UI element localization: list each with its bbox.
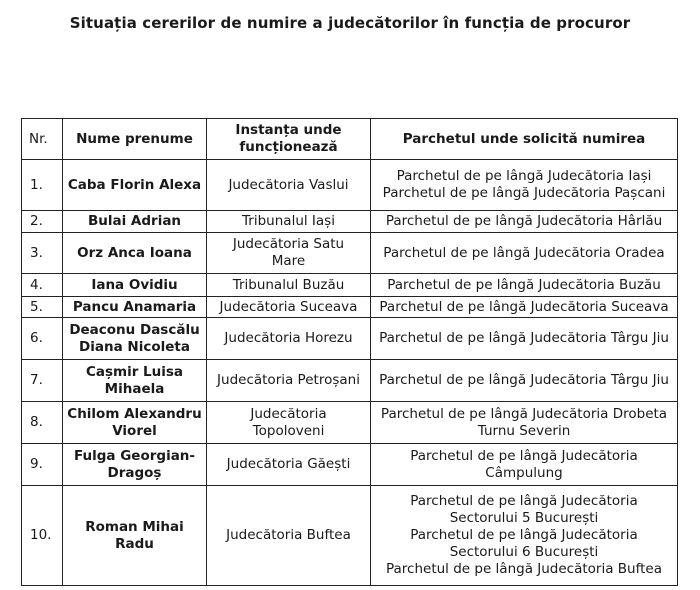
cell-parchet — [371, 297, 678, 318]
parchet-line: Parchetul de pe lângă Judecătoria Drobeta — [380, 405, 668, 422]
cell-court — [207, 486, 371, 586]
cell-nr: 9. — [22, 444, 63, 486]
table-row — [22, 318, 678, 360]
cell-nr: 3. — [22, 233, 63, 274]
cell-parchet — [371, 444, 678, 486]
name-line: Fulga Georgian- — [73, 447, 196, 464]
table-row — [22, 233, 678, 274]
cell-parchet — [371, 360, 678, 402]
table-row — [22, 274, 678, 297]
cell-nr: 10. — [22, 486, 63, 586]
cell-nr: 1. — [22, 160, 63, 211]
court-line: Judecătoria Găești — [226, 456, 351, 472]
table-row — [22, 444, 678, 486]
court-line: Judecătoria — [250, 405, 327, 422]
cell-nr: 6. — [22, 318, 63, 360]
cell-court — [207, 402, 371, 444]
cell-name — [63, 402, 207, 444]
parchet-line: Sectorului 5 București — [449, 510, 599, 526]
court-line: Judecătoria Horezu — [224, 330, 353, 346]
parchet-line: Parchetul de pe lângă Judecătoria Hârlău — [385, 213, 663, 229]
cell-name — [63, 233, 207, 274]
parchet-line: Parchetul de pe lângă Judecătoria Târgu Jiu — [379, 330, 669, 346]
document-title: Situația cererilor de numire a judecătorilor în funcția de procuror — [69, 14, 631, 32]
cell-name — [63, 486, 207, 586]
parchet-line: Câmpulung — [485, 464, 563, 481]
name-line: Cașmir Luisa — [85, 363, 184, 380]
table-row — [22, 211, 678, 233]
table-row — [22, 160, 678, 211]
parchet-line: Parchetul de pe lângă Judecătoria Suceava — [379, 298, 669, 315]
parchet-line: Parchetul de pe lângă Judecătoria Pașcani — [382, 185, 666, 201]
cell-nr: 8. — [22, 402, 63, 444]
parchet-line: Parchetul de pe lângă Judecătoria Buftea — [385, 561, 662, 577]
parchet-line: Parchetul de pe lângă Judecătoria Buzău — [387, 276, 661, 293]
name-line: Iana Ovidiu — [91, 276, 178, 293]
header-court — [207, 119, 371, 160]
parchet-line: Parchetul de pe lângă Judecătoria — [410, 527, 638, 543]
court-line: Judecătoria Satu — [232, 236, 345, 252]
cell-parchet — [371, 211, 678, 233]
cell-court — [207, 360, 371, 402]
cell-parchet — [371, 402, 678, 444]
name-line: Deaconu Dascălu — [69, 321, 200, 338]
cell-name — [63, 160, 207, 211]
cell-court — [207, 274, 371, 297]
court-line: Judecătoria Vaslui — [228, 176, 349, 193]
cell-name — [63, 211, 207, 233]
parchet-line: Parchetul de pe lângă Judecătoria — [410, 447, 638, 464]
court-line: Topoloveni — [252, 422, 325, 439]
cell-name — [63, 297, 207, 318]
cell-nr: 4. — [22, 274, 63, 297]
court-line: Judecătoria Petroșani — [217, 372, 360, 388]
parchet-line: Turnu Severin — [477, 422, 571, 439]
parchet-line: Parchetul de pe lângă Judecătoria Iași — [396, 168, 652, 184]
court-line: Judecătoria Buftea — [226, 527, 351, 543]
name-line: Caba Florin Alexa — [67, 176, 202, 193]
cell-parchet — [371, 160, 678, 211]
table-row — [22, 360, 678, 402]
name-line: Mihaela — [104, 380, 165, 397]
court-line: Tribunalul Iași — [242, 213, 335, 229]
cell-nr: 5. — [22, 297, 63, 318]
parchet-line: Sectorului 6 București — [449, 544, 599, 560]
cell-name — [63, 274, 207, 297]
cell-court — [207, 318, 371, 360]
header-parchet: Parchetul unde solicită numirea — [371, 119, 678, 160]
table-row — [22, 402, 678, 444]
cell-court — [207, 233, 371, 274]
cell-parchet — [371, 233, 678, 274]
cell-court — [207, 444, 371, 486]
name-line: Chilom Alexandru — [67, 405, 202, 422]
name-line: Bulai Adrian — [87, 213, 182, 229]
name-line: Orz Anca Ioana — [77, 244, 192, 261]
cell-parchet — [371, 274, 678, 297]
court-line: Judecătoria Suceava — [219, 298, 358, 315]
name-line: Dragoș — [107, 464, 162, 481]
table-row — [22, 486, 678, 586]
table-row — [22, 297, 678, 318]
cell-name — [63, 444, 207, 486]
header-name: Nume prenume — [63, 119, 207, 160]
parchet-line: Parchetul de pe lângă Judecătoria — [410, 493, 638, 509]
header-nr: Nr. — [22, 119, 63, 160]
name-line: Viorel — [112, 422, 157, 439]
requests-table — [21, 118, 678, 586]
table-header-row — [22, 119, 678, 160]
parchet-line: Parchetul de pe lângă Judecătoria Oradea — [383, 244, 665, 261]
parchet-line: Parchetul de pe lângă Judecătoria Târgu Jiu — [379, 372, 669, 388]
cell-court — [207, 160, 371, 211]
court-line: Tribunalul Buzău — [232, 276, 345, 293]
name-line: Diana Nicoleta — [79, 338, 190, 355]
header-court-line: Instanța unde — [235, 122, 342, 138]
cell-court — [207, 297, 371, 318]
name-line: Roman Mihai — [85, 518, 184, 535]
cell-court — [207, 211, 371, 233]
header-court-line: funcționează — [239, 139, 338, 155]
court-line: Mare — [271, 253, 306, 269]
cell-nr: 7. — [22, 360, 63, 402]
cell-name — [63, 360, 207, 402]
cell-parchet — [371, 486, 678, 586]
cell-name — [63, 318, 207, 360]
name-line: Radu — [115, 535, 154, 552]
cell-parchet — [371, 318, 678, 360]
cell-nr: 2. — [22, 211, 63, 233]
name-line: Pancu Anamaria — [72, 298, 197, 315]
